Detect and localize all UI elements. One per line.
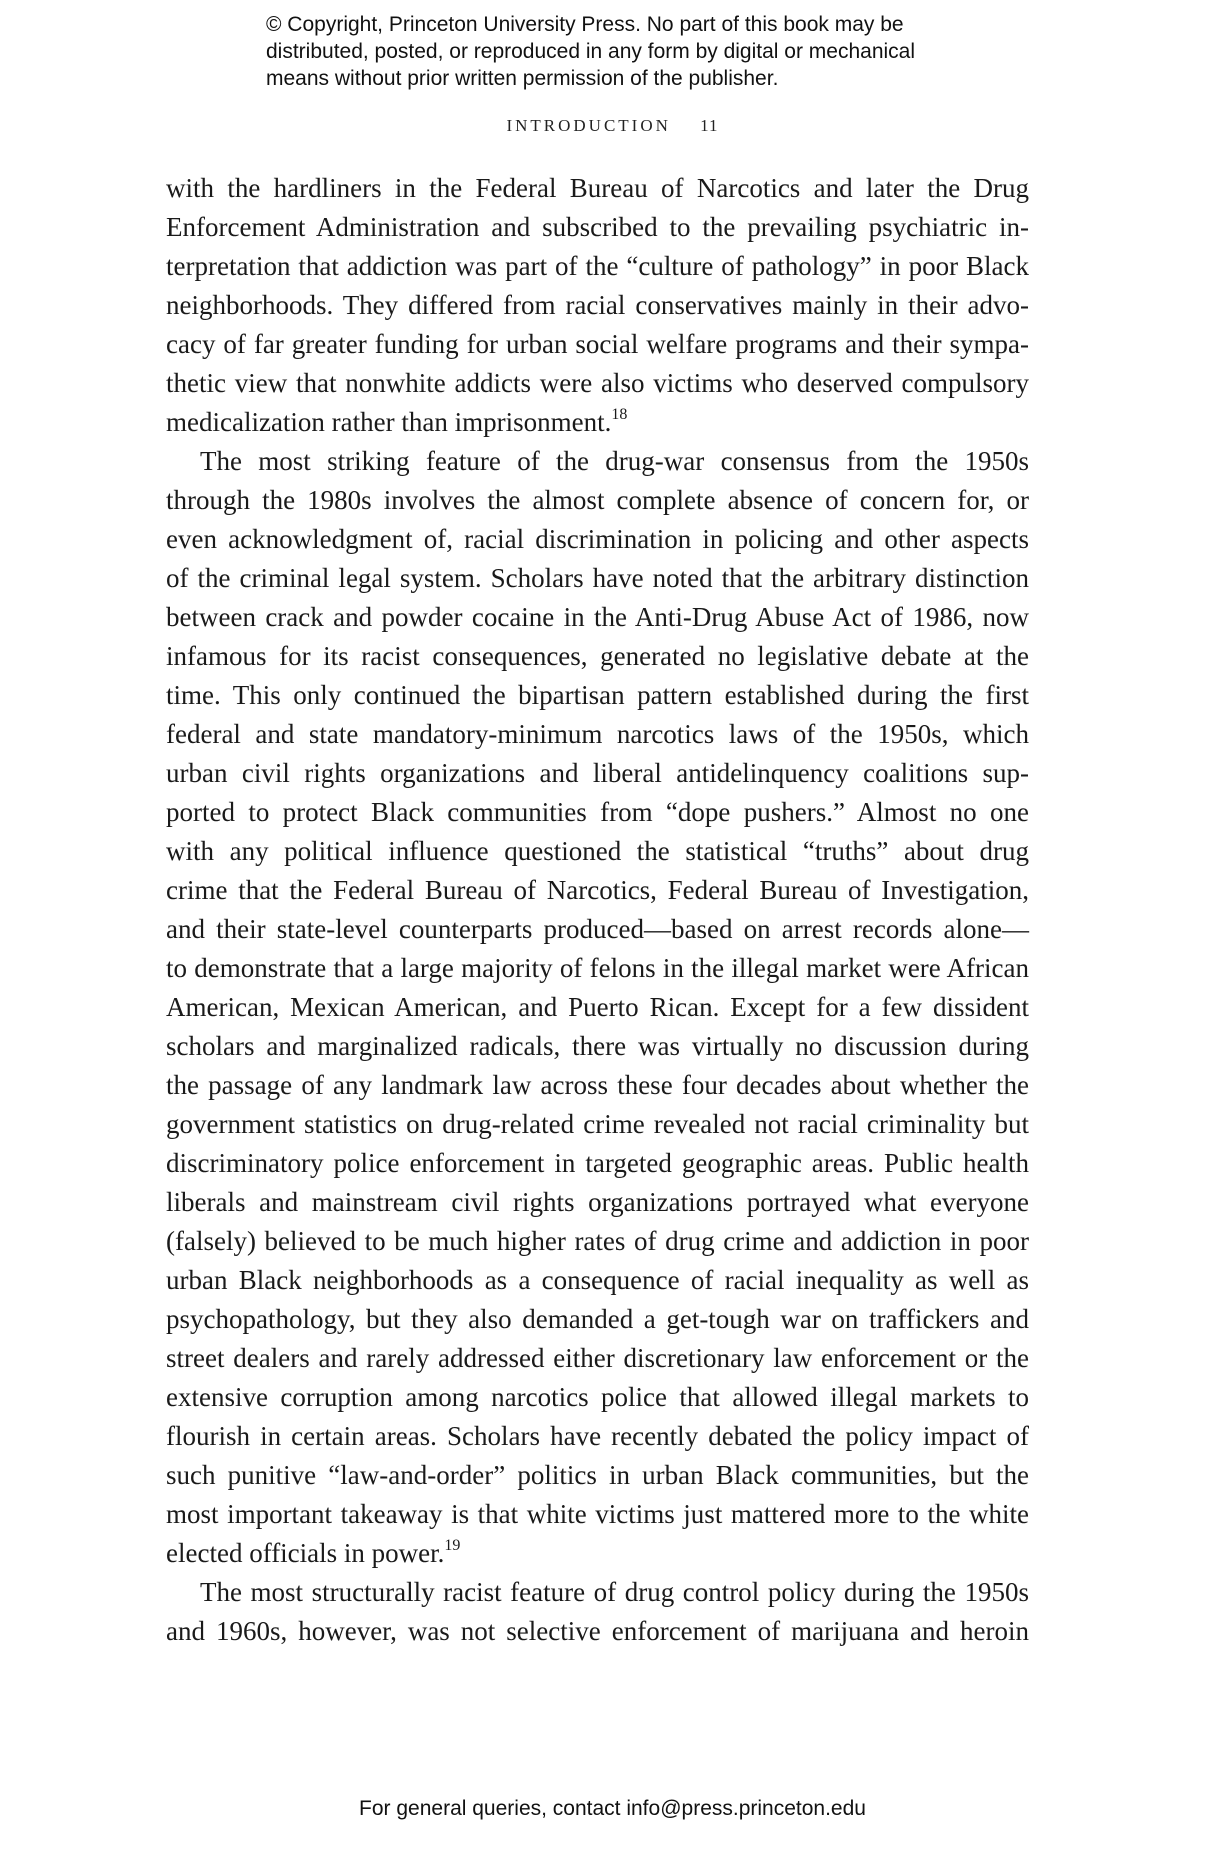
copyright-notice [266, 11, 1026, 92]
text-line: federal and state mandatory-minimum narcotics laws of the 1950s, which [166, 719, 1029, 749]
text-line: psychopathology, but they also demanded a get-tough war on traffickers and [166, 1304, 1029, 1334]
text-line: crime that the Federal Bureau of Narcotics, Federal Bureau of Investigation, [166, 875, 1029, 905]
running-head [0, 116, 1225, 136]
text-line: cacy of far greater funding for urban social welfare programs and their sympa- [166, 329, 1029, 359]
text-line: terpretation that addiction was part of the “culture of pathology” in poor Black [166, 251, 1029, 281]
text-line: even acknowledgment of, racial discrimination in policing and other aspects [166, 524, 1029, 554]
footnote-marker: 19 [444, 1537, 461, 1554]
text-line: between crack and powder cocaine in the Anti-Drug Abuse Act of 1986, now [166, 602, 1029, 632]
copyright-line: means without prior written permission of the publisher. [266, 67, 779, 90]
text-line: Enforcement Administration and subscribed to the prevailing psychiatric in- [166, 212, 1029, 242]
text-line: ported to protect Black communities from “dope pushers.” Almost no one [166, 797, 1029, 827]
footnote-marker: 18 [611, 406, 628, 423]
text-line: neighborhoods. They differed from racial conservatives mainly in their advo- [166, 290, 1029, 320]
text-line: urban civil rights organizations and liberal antidelinquency coalitions sup- [166, 758, 1029, 788]
text-line: The most structurally racist feature of drug control policy during the 1950s [200, 1577, 1029, 1607]
text-line: extensive corruption among narcotics police that allowed illegal markets to [166, 1382, 1029, 1412]
text-line: (falsely) believed to be much higher rates of drug crime and addiction in poor [166, 1226, 1029, 1256]
text-line: with the hardliners in the Federal Bureau of Narcotics and later the Drug [166, 173, 1029, 203]
paragraph-2 [166, 442, 1029, 1573]
text-span: medicalization rather than imprisonment. [166, 407, 612, 437]
text-line: thetic view that nonwhite addicts were also victims who deserved compulsory [166, 368, 1029, 398]
text-line: and their state-level counterparts produced—based on arrest records alone— [166, 914, 1029, 944]
paragraph-1 [166, 169, 1029, 442]
text-line [166, 403, 1029, 442]
copyright-line: © Copyright, Princeton University Press. No part of this book may be [266, 13, 904, 36]
text-line: discriminatory police enforcement in targeted geographic areas. Public health [166, 1148, 1029, 1178]
text-line [166, 1534, 1029, 1573]
text-line: of the criminal legal system. Scholars have noted that the arbitrary distinction [166, 563, 1029, 593]
text-line: with any political influence questioned the statistical “truths” about drug [166, 836, 1029, 866]
text-line: scholars and marginalized radicals, there was virtually no discussion during [166, 1031, 1029, 1061]
text-line: street dealers and rarely addressed either discretionary law enforcement or the [166, 1343, 1029, 1373]
text-line: and 1960s, however, was not selective enforcement of marijuana and heroin [166, 1616, 1029, 1646]
page-number: 11 [700, 116, 719, 135]
text-line: government statistics on drug-related crime revealed not racial criminality but [166, 1109, 1029, 1139]
body-text [166, 169, 1029, 1651]
copyright-line: distributed, posted, or reproduced in any form by digital or mechanical [266, 40, 916, 63]
text-line: through the 1980s involves the almost complete absence of concern for, or [166, 485, 1029, 515]
footer-contact: For general queries, contact info@press.princeton.edu [359, 1797, 866, 1820]
text-line: the passage of any landmark law across these four decades about whether the [166, 1070, 1029, 1100]
text-line: flourish in certain areas. Scholars have recently debated the policy impact of [166, 1421, 1029, 1451]
text-line: time. This only continued the bipartisan pattern established during the first [166, 680, 1029, 710]
text-line: such punitive “law-and-order” politics in urban Black communities, but the [166, 1460, 1029, 1490]
text-line: liberals and mainstream civil rights organizations portrayed what everyone [166, 1187, 1029, 1217]
text-line: American, Mexican American, and Puerto Rican. Except for a few dissident [166, 992, 1029, 1022]
text-span: elected officials in power. [166, 1538, 445, 1568]
text-line: urban Black neighborhoods as a consequence of racial inequality as well as [166, 1265, 1029, 1295]
text-line: infamous for its racist consequences, generated no legislative debate at the [166, 641, 1029, 671]
text-line: to demonstrate that a large majority of felons in the illegal market were African [166, 953, 1029, 983]
chapter-title: INTRODUCTION [506, 116, 671, 135]
paragraph-3 [166, 1573, 1029, 1651]
text-line: The most striking feature of the drug-war consensus from the 1950s [200, 446, 1029, 476]
text-line: most important takeaway is that white victims just mattered more to the white [166, 1499, 1029, 1529]
